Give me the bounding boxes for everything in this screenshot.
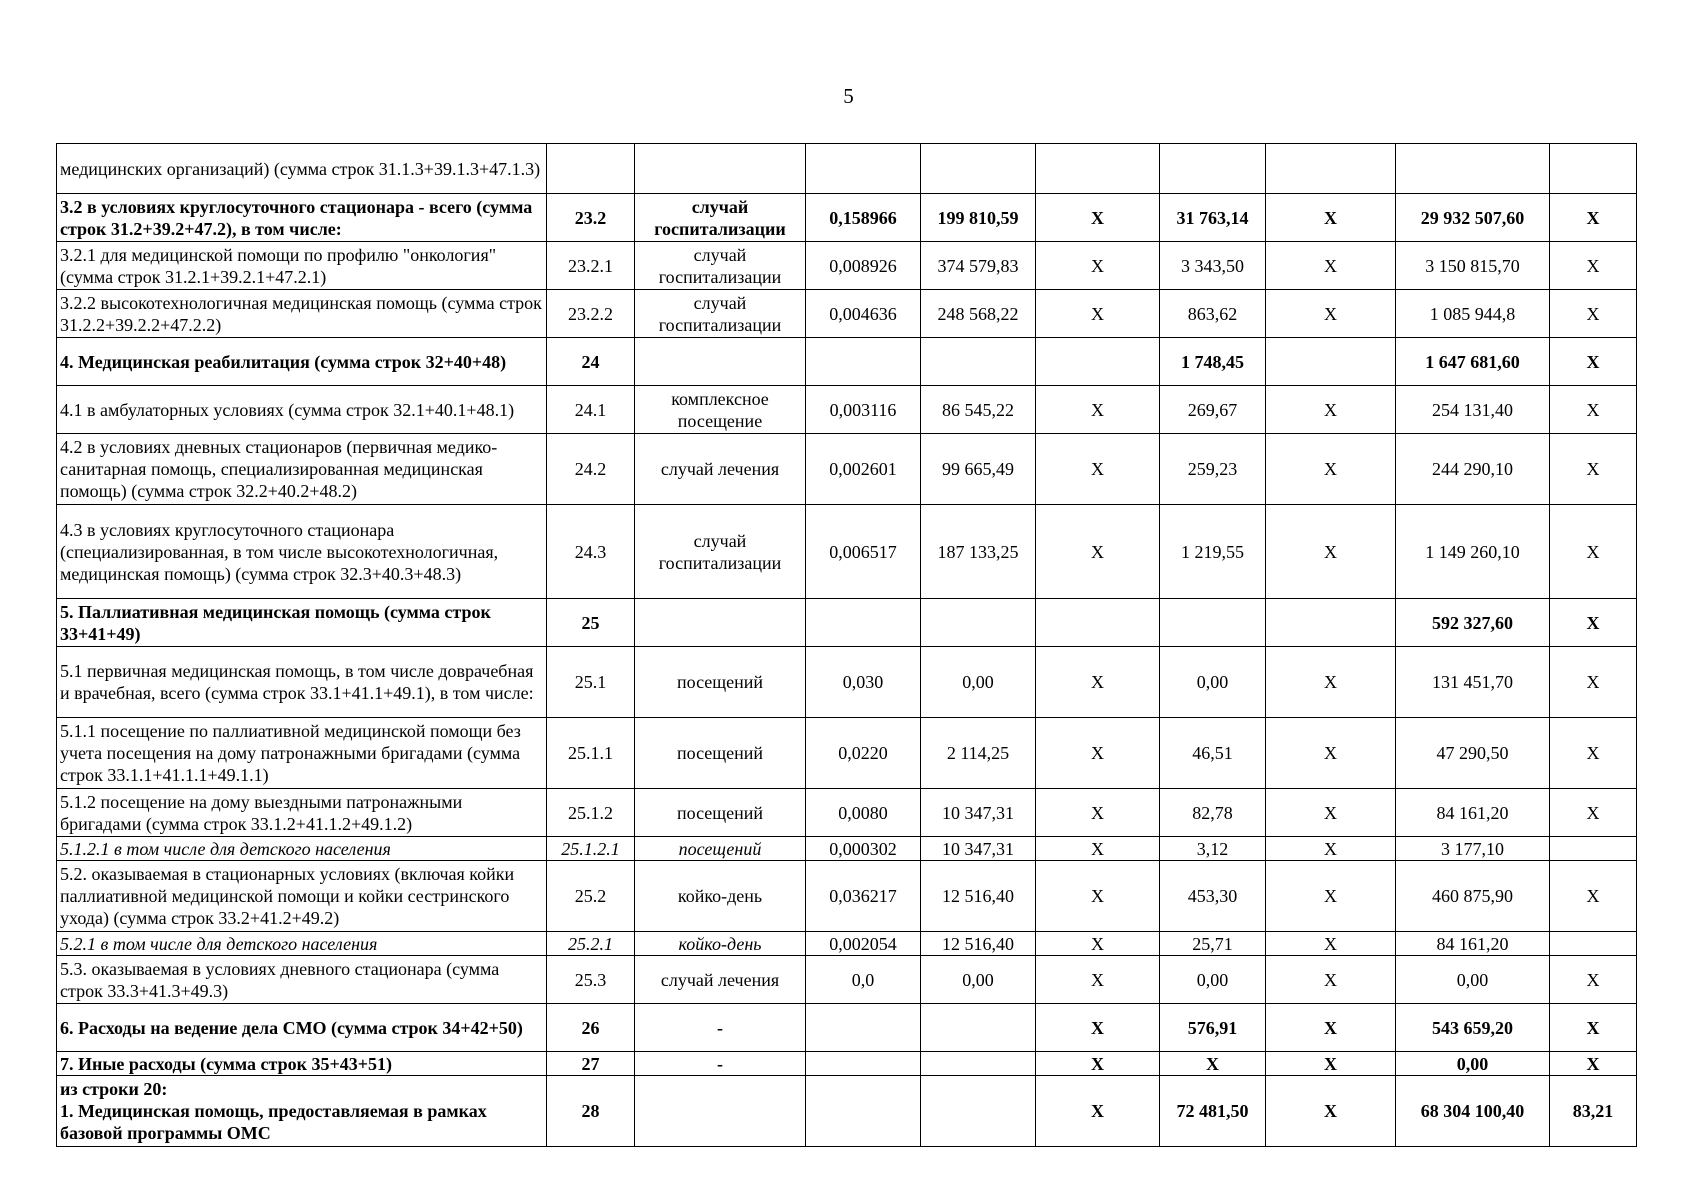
standard-cost-cell: 2 114,25: [921, 718, 1036, 789]
share-cell: [1550, 837, 1637, 861]
page-number: 5: [843, 84, 854, 108]
total-cost-cell: 1 647 681,60: [1396, 338, 1550, 386]
x-mark-cell-2: X: [1266, 956, 1396, 1004]
total-cost-cell: 592 327,60: [1396, 599, 1550, 647]
row-name-cell: 6. Расходы на ведение дела СМО (сумма строк 34+42+50): [57, 1004, 547, 1052]
standard-volume-cell: 0,0220: [806, 718, 921, 789]
per-capita-cell: 72 481,50: [1160, 1076, 1266, 1147]
row-code-cell: 23.2.1: [547, 242, 635, 290]
row-code-cell: 24.1: [547, 386, 635, 434]
per-capita-cell: [1160, 599, 1266, 647]
row-name-cell: медицинских организаций) (сумма строк 31.1.3+39.1.3+47.1.3): [57, 144, 547, 194]
x-mark-cell-1: X: [1036, 861, 1160, 932]
unit-cell: [635, 144, 806, 194]
table-row: [57, 789, 1637, 837]
per-capita-cell: 3 343,50: [1160, 242, 1266, 290]
unit-cell: койко-день: [635, 932, 806, 956]
x-mark-cell-1: X: [1036, 789, 1160, 837]
x-mark-cell-2: X: [1266, 194, 1396, 242]
x-mark-cell-1: [1036, 144, 1160, 194]
standard-volume-cell: 0,030: [806, 647, 921, 718]
row-code-cell: 25.1.2.1: [547, 837, 635, 861]
standard-cost-cell: 10 347,31: [921, 789, 1036, 837]
share-cell: X: [1550, 861, 1637, 932]
share-cell: 83,21: [1550, 1076, 1637, 1147]
standard-cost-cell: [921, 144, 1036, 194]
row-code-cell: 24.2: [547, 434, 635, 505]
per-capita-cell: 1 219,55: [1160, 505, 1266, 599]
standard-volume-cell: 0,008926: [806, 242, 921, 290]
total-cost-cell: 0,00: [1396, 1052, 1550, 1076]
standard-cost-cell: [921, 1076, 1036, 1147]
x-mark-cell-1: X: [1036, 956, 1160, 1004]
row-name-cell: 5.1 первичная медицинская помощь, в том числе доврачебная и врачебная, всего (сумма строк 33.1+41.1+49.1), в том числе:: [57, 647, 547, 718]
standard-volume-cell: 0,002601: [806, 434, 921, 505]
standard-volume-cell: 0,006517: [806, 505, 921, 599]
table-row: [57, 290, 1637, 338]
share-cell: X: [1550, 290, 1637, 338]
table-row: [57, 242, 1637, 290]
row-code-cell: 24.3: [547, 505, 635, 599]
row-name-cell: 5.1.2.1 в том числе для детского населения: [57, 837, 547, 861]
x-mark-cell-1: X: [1036, 932, 1160, 956]
unit-cell: посещений: [635, 837, 806, 861]
row-code-cell: [547, 144, 635, 194]
unit-cell: случай лечения: [635, 956, 806, 1004]
table-row: [57, 1004, 1637, 1052]
share-cell: [1550, 144, 1637, 194]
unit-cell: посещений: [635, 718, 806, 789]
x-mark-cell-2: [1266, 338, 1396, 386]
row-code-cell: 24: [547, 338, 635, 386]
table-row: [57, 647, 1637, 718]
total-cost-cell: 0,00: [1396, 956, 1550, 1004]
standard-cost-cell: [921, 1004, 1036, 1052]
per-capita-cell: 31 763,14: [1160, 194, 1266, 242]
share-cell: X: [1550, 647, 1637, 718]
per-capita-cell: X: [1160, 1052, 1266, 1076]
unit-cell: койко-день: [635, 861, 806, 932]
standard-volume-cell: [806, 338, 921, 386]
row-name-cell: 3.2.1 для медицинской помощи по профилю "онкология" (сумма строк 31.2.1+39.2.1+47.2.1): [57, 242, 547, 290]
share-cell: X: [1550, 194, 1637, 242]
standard-cost-cell: 99 665,49: [921, 434, 1036, 505]
standard-volume-cell: 0,036217: [806, 861, 921, 932]
unit-cell: случай госпитализации: [635, 290, 806, 338]
table-row: [57, 837, 1637, 861]
standard-cost-cell: 0,00: [921, 647, 1036, 718]
table-row: [57, 338, 1637, 386]
row-code-cell: 25.1.1: [547, 718, 635, 789]
total-cost-cell: 1 149 260,10: [1396, 505, 1550, 599]
standard-cost-cell: 248 568,22: [921, 290, 1036, 338]
table-row: [57, 194, 1637, 242]
standard-cost-cell: 374 579,83: [921, 242, 1036, 290]
unit-cell: комплексное посещение: [635, 386, 806, 434]
x-mark-cell-2: X: [1266, 1076, 1396, 1147]
row-code-cell: 25: [547, 599, 635, 647]
per-capita-cell: 576,91: [1160, 1004, 1266, 1052]
table-row: [57, 718, 1637, 789]
x-mark-cell-2: X: [1266, 861, 1396, 932]
total-cost-cell: 543 659,20: [1396, 1004, 1550, 1052]
standard-volume-cell: [806, 1052, 921, 1076]
unit-cell: -: [635, 1052, 806, 1076]
row-name-cell: 5.3. оказываемая в условиях дневного стационара (сумма строк 33.3+41.3+49.3): [57, 956, 547, 1004]
x-mark-cell-2: X: [1266, 789, 1396, 837]
x-mark-cell-1: X: [1036, 194, 1160, 242]
per-capita-cell: 259,23: [1160, 434, 1266, 505]
table-row: [57, 1076, 1637, 1147]
total-cost-cell: [1396, 144, 1550, 194]
unit-cell: [635, 599, 806, 647]
total-cost-cell: 84 161,20: [1396, 789, 1550, 837]
row-name-cell: из строки 20: 1. Медицинская помощь, предоставляемая в рамках базовой программы ОМС: [57, 1076, 547, 1147]
standard-volume-cell: [806, 599, 921, 647]
standard-cost-cell: 0,00: [921, 956, 1036, 1004]
per-capita-cell: 1 748,45: [1160, 338, 1266, 386]
standard-cost-cell: 12 516,40: [921, 861, 1036, 932]
unit-cell: [635, 1076, 806, 1147]
row-name-cell: 5. Паллиативная медицинская помощь (сумма строк 33+41+49): [57, 599, 547, 647]
row-name-cell: 4.2 в условиях дневных стационаров (первичная медико-санитарная помощь, специализированная медицинская помощь) (сумма строк 32.2+40.2+48.2): [57, 434, 547, 505]
per-capita-cell: 3,12: [1160, 837, 1266, 861]
standard-volume-cell: 0,158966: [806, 194, 921, 242]
share-cell: X: [1550, 242, 1637, 290]
per-capita-cell: 46,51: [1160, 718, 1266, 789]
standard-cost-cell: [921, 1052, 1036, 1076]
standard-cost-cell: [921, 599, 1036, 647]
row-code-cell: 28: [547, 1076, 635, 1147]
per-capita-cell: 82,78: [1160, 789, 1266, 837]
standard-volume-cell: 0,002054: [806, 932, 921, 956]
x-mark-cell-1: [1036, 338, 1160, 386]
x-mark-cell-1: X: [1036, 434, 1160, 505]
x-mark-cell-2: [1266, 599, 1396, 647]
table-row: [57, 932, 1637, 956]
x-mark-cell-1: [1036, 599, 1160, 647]
x-mark-cell-2: X: [1266, 837, 1396, 861]
data-table: [56, 143, 1637, 1147]
unit-cell: случай лечения: [635, 434, 806, 505]
per-capita-cell: 269,67: [1160, 386, 1266, 434]
share-cell: X: [1550, 789, 1637, 837]
row-code-cell: 23.2.2: [547, 290, 635, 338]
row-name-cell: 3.2 в условиях круглосуточного стационара - всего (сумма строк 31.2+39.2+47.2), в том числе:: [57, 194, 547, 242]
x-mark-cell-2: X: [1266, 1004, 1396, 1052]
x-mark-cell-1: X: [1036, 718, 1160, 789]
share-cell: X: [1550, 718, 1637, 789]
share-cell: X: [1550, 599, 1637, 647]
unit-cell: -: [635, 1004, 806, 1052]
x-mark-cell-2: X: [1266, 718, 1396, 789]
row-name-cell: 7. Иные расходы (сумма строк 35+43+51): [57, 1052, 547, 1076]
x-mark-cell-1: X: [1036, 290, 1160, 338]
standard-volume-cell: 0,000302: [806, 837, 921, 861]
standard-volume-cell: [806, 1004, 921, 1052]
x-mark-cell-2: X: [1266, 1052, 1396, 1076]
x-mark-cell-2: X: [1266, 242, 1396, 290]
x-mark-cell-1: X: [1036, 1076, 1160, 1147]
share-cell: X: [1550, 1004, 1637, 1052]
row-name-cell: 5.1.2 посещение на дому выездными патронажными бригадами (сумма строк 33.1.2+41.1.2+49.1.2): [57, 789, 547, 837]
row-name-cell: 5.1.1 посещение по паллиативной медицинской помощи без учета посещения на дому патронажными бригадами (сумма строк 33.1.1+41.1.1+49.1.1): [57, 718, 547, 789]
x-mark-cell-1: X: [1036, 647, 1160, 718]
unit-cell: посещений: [635, 647, 806, 718]
x-mark-cell-2: X: [1266, 386, 1396, 434]
per-capita-cell: 453,30: [1160, 861, 1266, 932]
share-cell: X: [1550, 956, 1637, 1004]
row-code-cell: 23.2: [547, 194, 635, 242]
total-cost-cell: 68 304 100,40: [1396, 1076, 1550, 1147]
table-row: [57, 434, 1637, 505]
row-name-cell: 3.2.2 высокотехнологичная медицинская помощь (сумма строк 31.2.2+39.2.2+47.2.2): [57, 290, 547, 338]
total-cost-cell: 460 875,90: [1396, 861, 1550, 932]
row-name-cell: 5.2.1 в том числе для детского населения: [57, 932, 547, 956]
standard-volume-cell: [806, 144, 921, 194]
x-mark-cell-1: X: [1036, 505, 1160, 599]
per-capita-cell: 0,00: [1160, 647, 1266, 718]
unit-cell: посещений: [635, 789, 806, 837]
row-code-cell: 25.1.2: [547, 789, 635, 837]
row-code-cell: 25.2: [547, 861, 635, 932]
standard-cost-cell: [921, 338, 1036, 386]
standard-cost-cell: 12 516,40: [921, 932, 1036, 956]
standard-volume-cell: 0,003116: [806, 386, 921, 434]
table-row: [57, 956, 1637, 1004]
x-mark-cell-1: X: [1036, 242, 1160, 290]
x-mark-cell-1: X: [1036, 1004, 1160, 1052]
table-row: [57, 861, 1637, 932]
share-cell: X: [1550, 434, 1637, 505]
x-mark-cell-2: X: [1266, 290, 1396, 338]
table-row: [57, 144, 1637, 194]
x-mark-cell-2: X: [1266, 505, 1396, 599]
standard-cost-cell: 86 545,22: [921, 386, 1036, 434]
total-cost-cell: 3 177,10: [1396, 837, 1550, 861]
standard-volume-cell: 0,004636: [806, 290, 921, 338]
total-cost-cell: 29 932 507,60: [1396, 194, 1550, 242]
standard-cost-cell: 199 810,59: [921, 194, 1036, 242]
share-cell: X: [1550, 505, 1637, 599]
row-code-cell: 26: [547, 1004, 635, 1052]
row-name-cell: 4.1 в амбулаторных условиях (сумма строк 32.1+40.1+48.1): [57, 386, 547, 434]
unit-cell: случай госпитализации: [635, 505, 806, 599]
row-name-cell: 4. Медицинская реабилитация (сумма строк 32+40+48): [57, 338, 547, 386]
row-name-cell: 5.2. оказываемая в стационарных условиях (включая койки паллиативной медицинской помощи и койки сестринского ухода) (сумма строк 33.2+41.2+49.2): [57, 861, 547, 932]
total-cost-cell: 84 161,20: [1396, 932, 1550, 956]
unit-cell: случай госпитализации: [635, 194, 806, 242]
share-cell: X: [1550, 386, 1637, 434]
total-cost-cell: 254 131,40: [1396, 386, 1550, 434]
row-name-cell: 4.3 в условиях круглосуточного стационара (специализированная, в том числе высокотехнологичная, медицинская помощь) (сумма строк 32.3+40.3+48.3): [57, 505, 547, 599]
x-mark-cell-2: X: [1266, 932, 1396, 956]
per-capita-cell: [1160, 144, 1266, 194]
row-code-cell: 25.1: [547, 647, 635, 718]
per-capita-cell: 863,62: [1160, 290, 1266, 338]
row-code-cell: 25.3: [547, 956, 635, 1004]
table-row: [57, 386, 1637, 434]
standard-cost-cell: 187 133,25: [921, 505, 1036, 599]
x-mark-cell-2: [1266, 144, 1396, 194]
standard-volume-cell: 0,0080: [806, 789, 921, 837]
x-mark-cell-2: X: [1266, 647, 1396, 718]
unit-cell: случай госпитализации: [635, 242, 806, 290]
standard-volume-cell: [806, 1076, 921, 1147]
total-cost-cell: 1 085 944,8: [1396, 290, 1550, 338]
table-body: [57, 144, 1637, 1147]
table-row: [57, 1052, 1637, 1076]
x-mark-cell-1: X: [1036, 386, 1160, 434]
standard-volume-cell: 0,0: [806, 956, 921, 1004]
standard-cost-cell: 10 347,31: [921, 837, 1036, 861]
per-capita-cell: 0,00: [1160, 956, 1266, 1004]
x-mark-cell-2: X: [1266, 434, 1396, 505]
table-row: [57, 599, 1637, 647]
x-mark-cell-1: X: [1036, 837, 1160, 861]
total-cost-cell: 244 290,10: [1396, 434, 1550, 505]
total-cost-cell: 47 290,50: [1396, 718, 1550, 789]
total-cost-cell: 131 451,70: [1396, 647, 1550, 718]
share-cell: X: [1550, 1052, 1637, 1076]
x-mark-cell-1: X: [1036, 1052, 1160, 1076]
share-cell: X: [1550, 338, 1637, 386]
per-capita-cell: 25,71: [1160, 932, 1266, 956]
total-cost-cell: 3 150 815,70: [1396, 242, 1550, 290]
row-code-cell: 27: [547, 1052, 635, 1076]
row-code-cell: 25.2.1: [547, 932, 635, 956]
share-cell: [1550, 932, 1637, 956]
table-row: [57, 505, 1637, 599]
unit-cell: [635, 338, 806, 386]
